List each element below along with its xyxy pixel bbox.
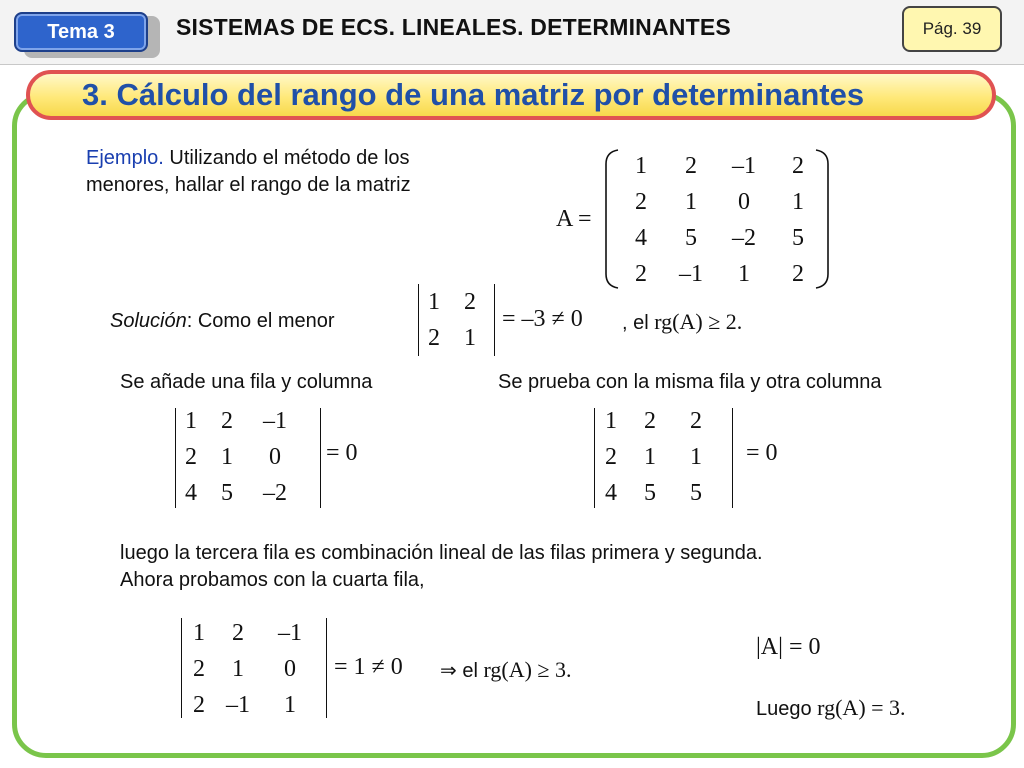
matrix-cell: 1: [644, 444, 656, 470]
matrix-cell: 2: [464, 289, 476, 315]
left-det-right-bar: [320, 408, 321, 508]
matrix-cell: 2: [428, 325, 440, 351]
section-title: 3. Cálculo del rango de una matriz por determinantes: [82, 77, 865, 112]
matrix-cell: 0: [269, 444, 281, 470]
matrix-cell: 2: [792, 261, 804, 287]
solution-desc: : Como el menor: [186, 310, 335, 332]
matrix-cell: –1: [263, 408, 287, 434]
right-det-left-bar: [594, 408, 595, 508]
matrix-cell: 5: [685, 225, 697, 251]
matrix-cell: 4: [605, 480, 617, 506]
step3-line2: Ahora probamos con la cuarta fila,: [120, 569, 425, 591]
example-text: [86, 145, 411, 199]
matrix-cell: –1: [278, 620, 302, 646]
left-determinant: [176, 403, 302, 511]
matrix-cell: 1: [464, 325, 476, 351]
matrix-a: [616, 148, 824, 292]
final-determinant: [184, 615, 318, 723]
final-det-result: = 1 ≠ 0: [334, 654, 403, 680]
matrix-cell: 2: [792, 153, 804, 179]
page-badge: [902, 6, 1002, 52]
tema-label: Tema 3: [47, 20, 115, 43]
matrix-cell: –2: [263, 480, 287, 506]
matrix-cell: 2: [193, 692, 205, 718]
step3-line1: luego la tercera fila es combinación lineal de las filas primera y segunda.: [120, 542, 763, 564]
implies-text: el: [456, 660, 484, 682]
final-det-left-bar: [181, 618, 182, 718]
matrix-cell: 1: [792, 189, 804, 215]
matrix-cell: 2: [221, 408, 233, 434]
matrix-cell: –2: [732, 225, 756, 251]
matrix-cell: 1: [193, 620, 205, 646]
matrix-cell: 5: [644, 480, 656, 506]
matrix-cell: 2: [644, 408, 656, 434]
matrix-cell: 5: [221, 480, 233, 506]
final-conclusion: [756, 694, 906, 723]
matrix-cell: 1: [605, 408, 617, 434]
solution-text: [110, 308, 335, 335]
matrix-cell: 1: [232, 656, 244, 682]
tema-badge: [14, 12, 148, 52]
matrix-cell: –1: [732, 153, 756, 179]
matrix-a-right-paren: [812, 148, 830, 290]
matrix-cell: 2: [685, 153, 697, 179]
section-title-box: [26, 70, 996, 120]
minor-left-bar: [418, 284, 419, 356]
matrix-cell: 1: [428, 289, 440, 315]
minor-right-bar: [494, 284, 495, 356]
matrix-cell: 2: [635, 189, 647, 215]
matrix-cell: 5: [690, 480, 702, 506]
matrix-cell: –1: [679, 261, 703, 287]
final-det-right-bar: [326, 618, 327, 718]
left-det-result: = 0: [326, 440, 358, 466]
right-determinant: [596, 403, 718, 511]
matrix-a-label: A =: [556, 206, 592, 232]
implies-statement: [440, 656, 572, 685]
matrix-cell: 1: [221, 444, 233, 470]
matrix-cell: 4: [185, 480, 197, 506]
example-text-line1: Utilizando el método de los: [163, 147, 410, 169]
matrix-cell: 2: [690, 408, 702, 434]
example-lead: Ejemplo.: [86, 147, 164, 169]
matrix-cell: 0: [738, 189, 750, 215]
matrix-cell: 2: [232, 620, 244, 646]
matrix-cell: 2: [605, 444, 617, 470]
matrix-cell: 2: [185, 444, 197, 470]
solution-conclusion-math: rg(A) ≥ 2.: [654, 309, 743, 334]
header-title: SISTEMAS DE ECS. LINEALES. DETERMINANTES: [176, 14, 731, 40]
matrix-cell: 1: [284, 692, 296, 718]
matrix-cell: 1: [635, 153, 647, 179]
right-det-right-bar: [732, 408, 733, 508]
matrix-cell: 4: [635, 225, 647, 251]
step2-right-caption: Se prueba con la misma fila y otra columna: [498, 371, 882, 393]
matrix-cell: 1: [738, 261, 750, 287]
minor-result: = –3 ≠ 0: [502, 306, 583, 332]
abs-det-a: |A| = 0: [756, 634, 821, 660]
matrix-cell: 0: [284, 656, 296, 682]
minor-matrix: [420, 284, 492, 356]
matrix-cell: 2: [193, 656, 205, 682]
matrix-cell: 1: [185, 408, 197, 434]
solution-conclusion-prefix: , el: [622, 312, 655, 334]
step2-left-caption: Se añade una fila y columna: [120, 371, 373, 393]
final-conclusion-prefix: Luego: [756, 698, 818, 720]
matrix-cell: –1: [226, 692, 250, 718]
implies-arrow-icon: ⇒: [440, 660, 457, 682]
matrix-cell: 2: [635, 261, 647, 287]
page-label: Pág. 39: [922, 19, 982, 38]
matrix-cell: 1: [685, 189, 697, 215]
final-conclusion-math: rg(A) = 3.: [817, 695, 906, 720]
right-det-result: = 0: [746, 440, 778, 466]
solution-conclusion: [622, 308, 742, 337]
matrix-cell: 5: [792, 225, 804, 251]
implies-math: rg(A) ≥ 3.: [483, 657, 572, 682]
example-text-line2: menores, hallar el rango de la matriz: [86, 174, 411, 196]
step3-text: [120, 540, 763, 594]
matrix-cell: 1: [690, 444, 702, 470]
solution-label: Solución: [110, 310, 187, 332]
